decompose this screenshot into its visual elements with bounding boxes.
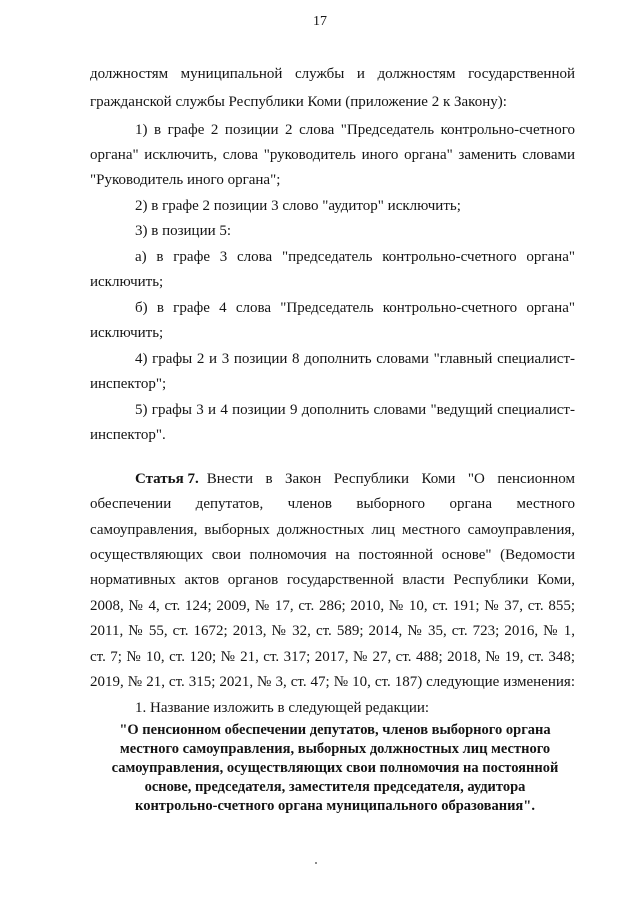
new-title [95, 721, 575, 816]
text-line: осуществляющих свои полномочия на постоянной основе" (Ведомости [90, 547, 575, 563]
new-title-line: контрольно-счетного органа муниципального образования". [135, 798, 535, 814]
text-line: самоуправления, выборных должностных лиц местного самоуправления, [90, 522, 575, 538]
text-line: 5) графы 3 и 4 позиции 9 дополнить словами "ведущий специалист- [135, 402, 575, 418]
new-title-line: местного самоуправления, выборных должностных лиц местного [119, 741, 551, 757]
text-line: 2019, № 21, ст. 315; 2021, № 3, ст. 47; № 10, ст. 187) следующие изменения: [90, 674, 575, 690]
text-line: инспектор"; [90, 376, 167, 392]
text-line: а) в графе 3 слова "председатель контрольно-счетного органа" [135, 249, 575, 265]
text-line: нормативных актов органов государственной власти Республики Коми, [90, 572, 575, 588]
text-line: Внести в Закон Республики Коми "О пенсионном [206, 471, 575, 487]
text-line: 1. Название изложить в следующей редакции: [135, 700, 430, 716]
text-line: должностям муниципальной службы и должностям государственной [90, 66, 575, 82]
text-line: обеспечении депутатов, членов выборного органа местного [90, 496, 575, 512]
new-title-line: основе, председателя, заместителя председателя, аудитора [144, 779, 526, 795]
page-number: 17 [313, 14, 327, 29]
text-line: исключить; [90, 274, 164, 290]
text-line: 2) в графе 2 позиции 3 слово "аудитор" исключить; [135, 198, 461, 214]
text-line: 3) в позиции 5: [135, 223, 232, 239]
text-line: 2008, № 4, ст. 124; 2009, № 17, ст. 286; 2010, № 10, ст. 191; № 37, ст. 855; [90, 598, 575, 614]
text-line: 2011, № 55, ст. 1672; 2013, № 32, ст. 589; 2014, № 35, ст. 723; 2016, № 1, [90, 623, 575, 639]
text-line: исключить; [90, 325, 164, 341]
new-title-line: самоуправления, осуществляющих свои полномочия на постоянной [111, 760, 559, 776]
text-line: "Руководитель иного органа"; [90, 172, 281, 188]
article-first-line [135, 469, 575, 489]
article-label: Статья 7. [135, 471, 199, 487]
text-line: органа" исключить, слова "руководитель иного органа" заменить словами [90, 147, 575, 163]
text-line: инспектор". [90, 427, 166, 443]
text-line: ст. 7; № 10, ст. 120; № 21, ст. 317; 2017, № 27, ст. 488; 2018, № 19, ст. 348; [90, 649, 575, 665]
text-line: 1) в графе 2 позиции 2 слова "Председатель контрольно-счетного [135, 122, 575, 138]
text-line: 4) графы 2 и 3 позиции 8 дополнить словами "главный специалист- [135, 351, 575, 367]
text-line: гражданской службы Республики Коми (приложение 2 к Закону): [90, 94, 507, 110]
text-line: б) в графе 4 слова "Председатель контрольно-счетного органа" [135, 300, 575, 316]
scan-dot [315, 862, 317, 864]
new-title-line: "О пенсионном обеспечении депутатов, членов выборного органа [119, 722, 551, 738]
